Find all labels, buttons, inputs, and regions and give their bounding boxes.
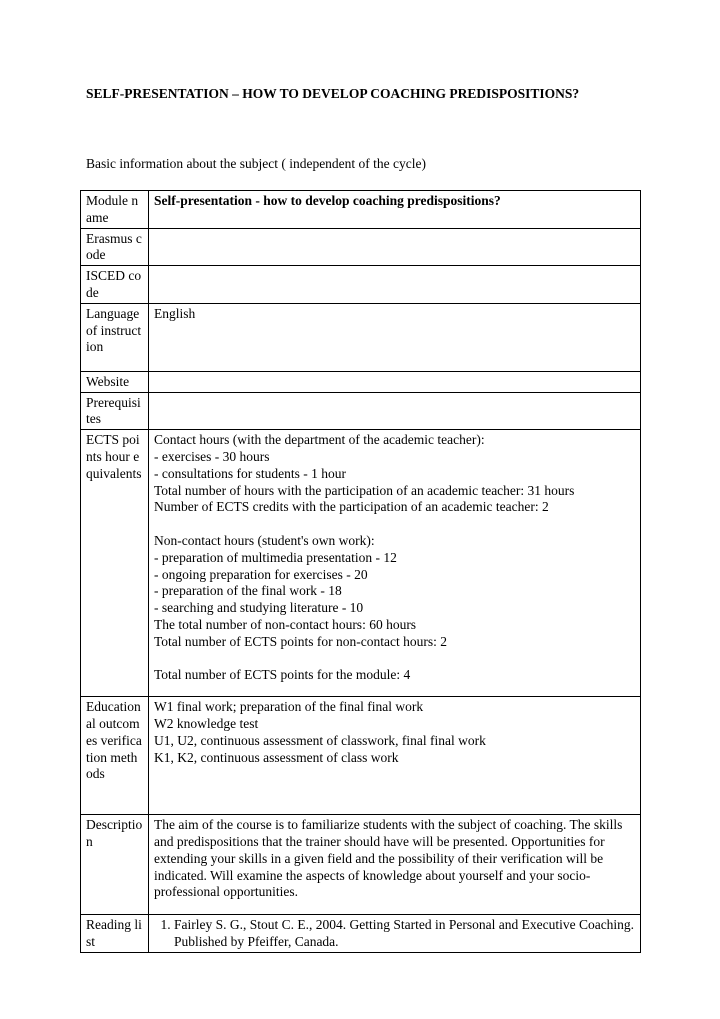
educational-outcomes-value	[149, 697, 641, 815]
table-row	[81, 371, 641, 392]
module-name-label: Module name	[81, 191, 149, 229]
ects-contact-line: Number of ECTS credits with the participation of an academic teacher: 2	[154, 499, 549, 515]
website-label: Website	[81, 371, 149, 392]
prerequisites-value	[149, 392, 641, 430]
ects-contact-line: Total number of hours with the participation of an academic teacher: 31 hours	[154, 482, 575, 498]
reading-list-value	[149, 915, 641, 953]
language-value: English	[149, 303, 641, 371]
table-row	[81, 430, 641, 697]
ects-value	[149, 430, 641, 697]
table-row	[81, 228, 641, 266]
isced-code-label: ISCED code	[81, 266, 149, 304]
outcome-line: K1, K2, continuous assessment of class work	[154, 749, 399, 765]
table-row	[81, 915, 641, 953]
outcome-line: U1, U2, continuous assessment of classwork, final final work	[154, 732, 486, 748]
ects-noncontact-line: - ongoing preparation for exercises - 20	[154, 566, 368, 582]
table-row	[81, 191, 641, 229]
ects-contact-line: - exercises - 30 hours	[154, 448, 270, 464]
website-value	[149, 371, 641, 392]
spacer	[154, 516, 636, 533]
ects-contact-line: Contact hours (with the department of the academic teacher):	[154, 432, 485, 448]
table-row	[81, 303, 641, 371]
table-row	[81, 266, 641, 304]
description-value: The aim of the course is to familiarize students with the subject of coaching. The skills and predispositions that the trainer should have will be presented. Opportunities for extending your skills in a given field and the possibility of their verification will be indicated. Will examine the aspects of knowledge about yourself and your socio-professional opportunities.	[149, 815, 641, 915]
educational-outcomes-label: Educational outcomes verification methods	[81, 697, 149, 815]
ects-noncontact-line: - searching and studying literature - 10	[154, 600, 364, 616]
reading-list-label: Reading list	[81, 915, 149, 953]
module-name-value: Self-presentation - how to develop coaching predispositions?	[149, 191, 641, 229]
prerequisites-label: Prerequisites	[81, 392, 149, 430]
reading-list	[154, 917, 636, 951]
ects-total-line: Total number of ECTS points for the module: 4	[154, 667, 411, 683]
table-row	[81, 392, 641, 430]
table-row	[81, 697, 641, 815]
ects-noncontact-line: - preparation of the final work - 18	[154, 583, 342, 599]
subject-info-table	[80, 190, 641, 953]
ects-noncontact-line: Non-contact hours (student's own work):	[154, 532, 375, 548]
language-label: Language of instruction	[81, 303, 149, 371]
erasmus-code-label: Erasmus code	[81, 228, 149, 266]
spacer	[154, 651, 636, 668]
document-title: SELF-PRESENTATION – HOW TO DEVELOP COACHING PREDISPOSITIONS?	[86, 86, 580, 101]
outcome-line: W2 knowledge test	[154, 715, 259, 731]
ects-noncontact-line: The total number of non-contact hours: 60 hours	[154, 616, 417, 632]
outcome-line: W1 final work; preparation of the final final work	[154, 699, 424, 715]
intro-text: Basic information about the subject ( independent of the cycle)	[86, 156, 427, 171]
isced-code-value	[149, 266, 641, 304]
erasmus-code-value	[149, 228, 641, 266]
description-label: Description	[81, 815, 149, 915]
ects-noncontact-line: Total number of ECTS points for non-contact hours: 2	[154, 633, 448, 649]
ects-noncontact-line: - preparation of multimedia presentation - 12	[154, 549, 397, 565]
ects-label: ECTS points hour equivalents	[81, 430, 149, 697]
reading-list-item: 1. Fairley S. G., Stout C. E., 2004. Getting Started in Personal and Executive Coaching. Published by Pfeiffer, Canada.	[174, 917, 636, 951]
ects-contact-line: - consultations for students - 1 hour	[154, 465, 346, 481]
table-row	[81, 815, 641, 915]
